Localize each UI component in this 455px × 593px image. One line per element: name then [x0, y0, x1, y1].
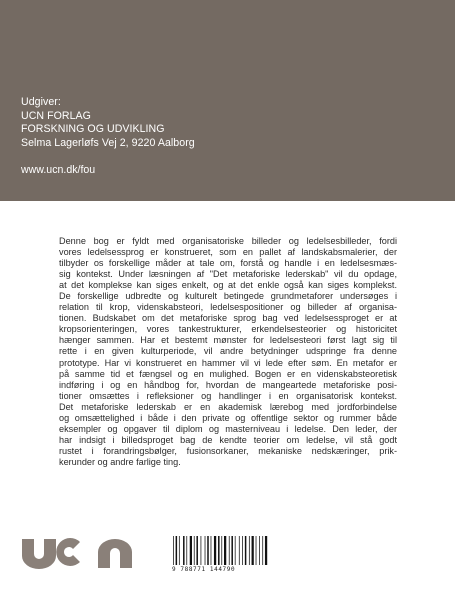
blurb-line: at det komplekse kan siges enkelt, og at det enkle også kan siges komplekst. [59, 280, 397, 291]
publisher-address: Selma Lagerløfs Vej 2, 9220 Aalborg [21, 136, 195, 149]
barcode-bars [169, 535, 273, 567]
ucn-logo [20, 535, 138, 569]
blurb-line: tioner omsættes i refleksioner og handlinger i en organisatorisk kontekst. [59, 390, 397, 401]
publisher-department: FORSKNING OG UDVIKLING [21, 123, 165, 136]
publisher-name: UCN FORLAG [21, 109, 91, 122]
blurb-line: rette i en given kulturperiode, vil andre betydninger udspringe fra denne [59, 346, 397, 357]
blurb-line: har indsigt i billedsproget bag de kendte teorier om ledelse, vil stå godt [59, 434, 397, 445]
back-cover-blurb [59, 236, 397, 468]
header-band [0, 0, 455, 201]
blurb-line: vores ledelsessprog er konstrueret, som en pallet af landskabsmalerier, der [59, 247, 397, 258]
blurb-line: rustet i forandringsbølger, fusionsorkaner, mekaniske nedskæringer, prik- [59, 445, 397, 456]
blurb-line: hænger sammen. Har et bestemt mønster for ledelsesteori først lagt sig til [59, 335, 397, 346]
blurb-line: De forskellige udbredte og kulturelt betingede grundmetaforer undersøges i [59, 291, 397, 302]
blurb-line: sig kontekst. Under læsningen af "Det metaforiske lederskab" vil du opdage, [59, 269, 397, 280]
blurb-line: kropsorienteringen, vores tankestrukturer, erkendelsesteorier og historicitet [59, 324, 397, 335]
blurb-line: tionen. Budskabet om det metaforiske sprog bag ved ledelsessproget er at [59, 313, 397, 324]
blurb-line: relation til krop, videnskabsteori, ledelsespositioner og billeder af organisa- [59, 302, 397, 313]
blurb-line: kerunder og andre farlige ting. [59, 456, 181, 467]
publisher-info [21, 96, 195, 150]
blurb-line: indføring i og en håndbog for, hvordan de mangeartede metaforiske posi- [59, 379, 397, 390]
barcode-digits: 9 788771 144790 [172, 566, 236, 573]
publisher-label: Udgiver: [21, 96, 61, 108]
blurb-line: og omsættelighed i både i den private og offentlige sektor og rummer både [59, 412, 397, 423]
blurb-line: Det metaforiske lederskab er en akademisk lærebog med jordforbindelse [59, 401, 397, 412]
blurb-line: tilbyder os forskellige måder at tale om, forstå og handle i en ledelsesmæs- [59, 258, 397, 269]
blurb-line: på samme tid et fængsel og en mulighed. Bogen er en videnskabsteoretisk [59, 368, 397, 379]
blurb-line: eksempler og opgaver til diplom og masterniveau i ledelse. Den leder, der [59, 423, 397, 434]
blurb-line: Denne bog er fyldt med organisatoriske billeder og ledelsesbilleder, fordi [59, 236, 397, 246]
publisher-website: www.ucn.dk/fou [21, 164, 96, 176]
blurb-line: prototype. Har vi konstrueret en hammer vil vi lede efter søm. En metafor er [59, 357, 397, 368]
isbn-barcode [169, 535, 273, 575]
